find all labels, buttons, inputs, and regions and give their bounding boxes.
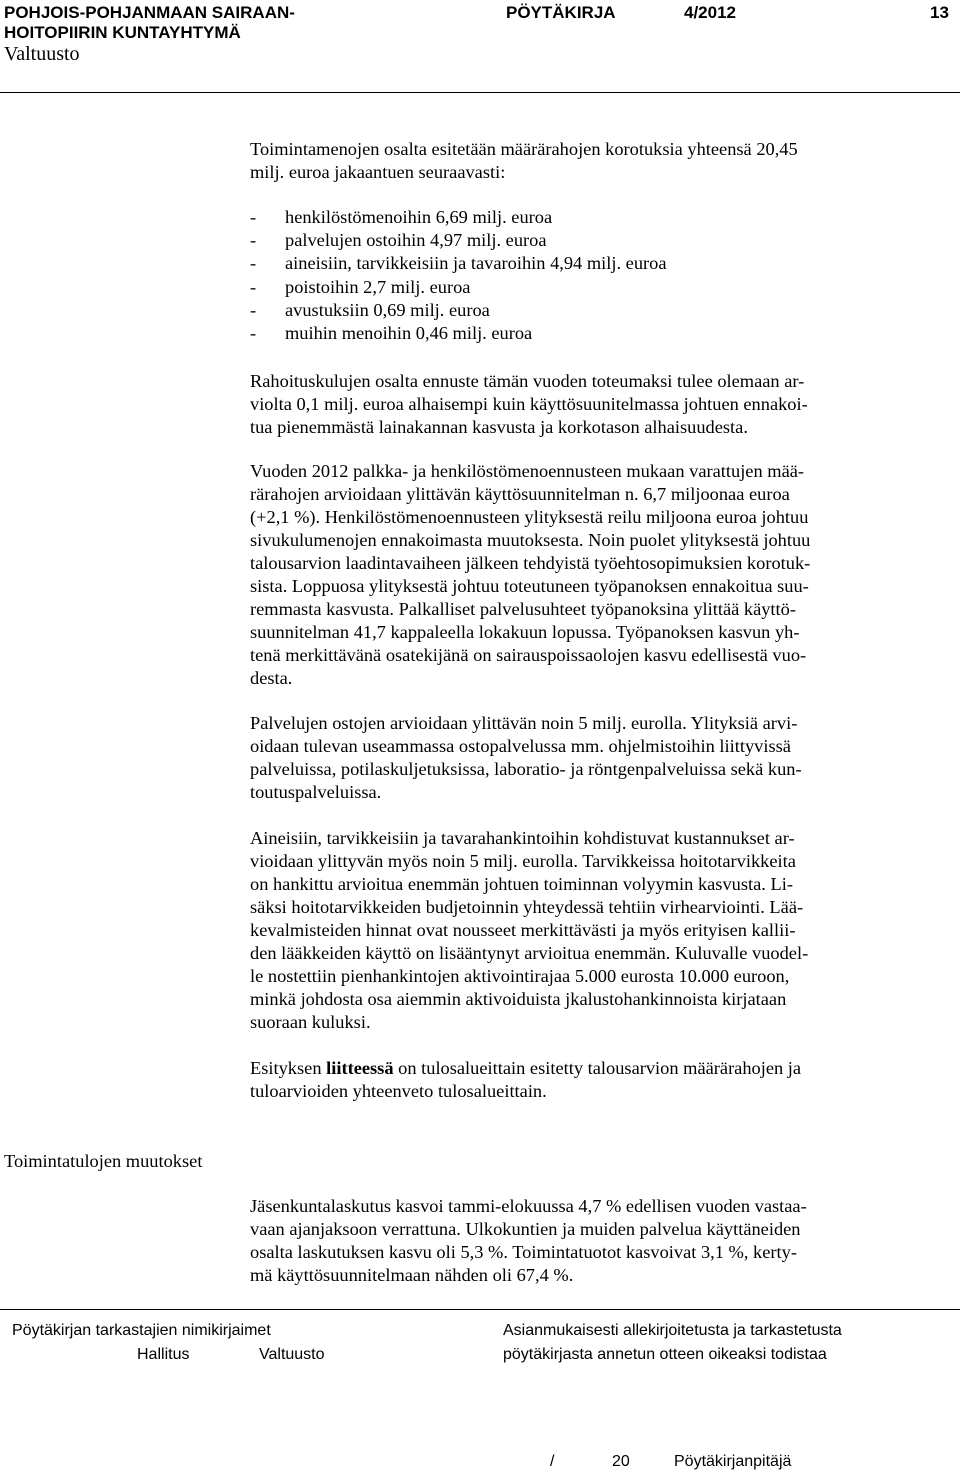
intro-paragraph (250, 138, 960, 184)
paragraph-line: den lääkkeiden käyttö on lisääntynyt arvioitua enemmän. Kuluvalle vuodel- (250, 943, 809, 963)
list-item: - poistoihin 2,7 milj. euroa (250, 276, 471, 297)
appendix-paragraph (250, 1057, 960, 1103)
paragraph-line: on hankittu arvioitua enemmän johtuen toiminnan volyymin kasvusta. Li- (250, 874, 793, 894)
paragraph-line: Vuoden 2012 palkka- ja henkilöstömenoennusteen mukaan varattujen mää- (250, 461, 805, 481)
section-heading-income-changes: Toimintatulojen muutokset (4, 1151, 203, 1171)
paragraph-line: palveluissa, potilaskuljetuksissa, laboratio- ja röntgenpalveluissa sekä kun- (250, 759, 802, 779)
services-paragraph (250, 712, 960, 804)
list-item: - henkilöstömenoihin 6,69 milj. euroa (250, 207, 553, 227)
appendix-reference: liitteessä (326, 1058, 394, 1078)
paragraph-line: vaan ajanjaksoon verrattuna. Ulkokuntien ja muiden palvelua käyttäneiden (250, 1219, 801, 1239)
personnel-costs-paragraph (250, 460, 960, 690)
paragraph-line: oidaan tulevan useammassa ostopalvelussa mm. ohjelmistoihin liittyvissä (250, 736, 791, 756)
paragraph-line: sivukulumenojen ennakoimasta muutoksesta. Noin puolet ylityksestä johtuu (250, 530, 811, 550)
paragraph-line: tuloarvioiden yhteenveto tulosalueittain. (250, 1081, 547, 1101)
paragraph-line: tua pienemmästä lainakannan kasvusta ja korkotason alhaisuudesta. (250, 417, 748, 437)
certification-text-line2: pöytäkirjasta annetun otteen oikeaksi todistaa (503, 1346, 827, 1363)
paragraph-line: Palvelujen ostojen arvioidaan ylittävän noin 5 milj. eurolla. Ylityksiä arvi- (250, 713, 798, 733)
meeting-body-name: Valtuusto (4, 43, 80, 65)
organization-name-line2: HOITOPIIRIN KUNTAYHTYMÄ (4, 23, 241, 42)
paragraph-line: tenä merkittävänä osatekijänä on sairauspoissaolojen kasvu edellisestä vuo- (250, 645, 807, 665)
paragraph-line: vioidaan ylittyvän myös noin 5 milj. eurolla. Tarvikkeissa hoitotarvikkeita (250, 851, 796, 871)
certification-text-line1: Asianmukaisesti allekirjoitetusta ja tarkastetusta (503, 1322, 842, 1339)
paragraph-line: sista. Loppuosa ylityksestä johtuu toteutuneen työpanoksen ennakoitua suu- (250, 576, 809, 596)
paragraph-line: desta. (250, 668, 293, 688)
date-year: 20 (612, 1453, 630, 1470)
header-divider (0, 92, 960, 93)
list-item: - muihin menoihin 0,46 milj. euroa (250, 323, 533, 344)
list-item: - palvelujen ostoihin 4,97 milj. euroa (250, 230, 547, 251)
minutes-keeper-label: Pöytäkirjanpitäjä (674, 1453, 792, 1470)
initials-column-hallitus: Hallitus (137, 1346, 190, 1363)
document-type: PÖYTÄKIRJA (506, 3, 616, 22)
paragraph-line: suunnitelman 41,7 kappaleella lokakuun lopussa. Työpanoksen kasvun yh- (250, 622, 800, 642)
paragraph-line: remmasta kasvusta. Palkalliset palvelusuhteet työpanoksina ylittää käyttö- (250, 599, 796, 619)
paragraph-line: mä käyttösuunnitelmaan nähden oli 67,4 %. (250, 1265, 574, 1285)
paragraph-line: Aineisiin, tarvikkeisiin ja tavarahankintoihin kohdistuvat kustannukset ar- (250, 828, 795, 848)
paragraph-line: le nostettiin pienhankintojen aktivointirajaa 5.000 eurosta 10.000 euroon, (250, 966, 790, 986)
financing-paragraph (250, 370, 960, 439)
paragraph-line: Jäsenkuntalaskutus kasvoi tammi-elokuussa 4,7 % edellisen vuoden vastaa- (250, 1196, 807, 1216)
expense-list (250, 206, 667, 345)
paragraph-line: talousarvion laadintavaiheen jälkeen tehdyistä työehtosopimuksien korotuk- (250, 553, 811, 573)
paragraph-line: Esityksen liitteessä on tulosalueittain esitetty talousarvion määrärahojen ja (250, 1058, 802, 1078)
paragraph-line: Rahoituskulujen osalta ennuste tämän vuoden toteumaksi tulee olemaan ar- (250, 371, 805, 391)
paragraph-line: säksi hoitotarvikkeiden budjetoinnin yhteydessä tehtiin virhearviointi. Lää- (250, 897, 804, 917)
initials-column-valtuusto: Valtuusto (259, 1346, 325, 1363)
paragraph-line: osalta laskutuksen kasvu oli 5,3 %. Toimintatuotot kasvoivat 3,1 %, kerty- (250, 1242, 797, 1262)
paragraph-line: (+2,1 %). Henkilöstömenoennusteen ylityksestä reilu miljoona euroa johtuu (250, 507, 809, 527)
paragraph-line: milj. euroa jakaantuen seuraavasti: (250, 162, 506, 182)
paragraph-line: suoraan kuluksi. (250, 1012, 371, 1032)
paragraph-line: minkä johdosta osa aiemmin aktivoiduista jkalustohankinnoista kirjataan (250, 989, 787, 1009)
paragraph-line: rärahojen arvioidaan ylittävän käyttösuunnitelman n. 6,7 miljoonaa euroa (250, 484, 790, 504)
page-number: 13 (930, 3, 949, 22)
paragraph-line: violta 0,1 milj. euroa alhaisempi kuin käyttösuunitelmassa johtuen ennakoi- (250, 394, 808, 414)
materials-paragraph (250, 827, 960, 1034)
document-number: 4/2012 (684, 3, 736, 22)
list-item: - aineisiin, tarvikkeisiin ja tavaroihin 4,94 milj. euroa (250, 253, 667, 274)
paragraph-line: Toimintamenojen osalta esitetään määrärahojen korotuksia yhteensä 20,45 (250, 139, 798, 159)
initials-title: Pöytäkirjan tarkastajien nimikirjaimet (12, 1322, 271, 1339)
list-item: - avustuksiin 0,69 milj. euroa (250, 299, 490, 320)
paragraph-line: toutuspalveluissa. (250, 782, 382, 802)
organization-name-line1: POHJOIS-POHJANMAAN SAIRAAN- (4, 3, 295, 22)
paragraph-line: kevalmisteiden hinnat ovat nousseet merkittävästi ja myös erityisen kallii- (250, 920, 796, 940)
income-paragraph (250, 1195, 960, 1287)
footer-divider (0, 1309, 960, 1310)
date-slash: / (550, 1453, 555, 1470)
